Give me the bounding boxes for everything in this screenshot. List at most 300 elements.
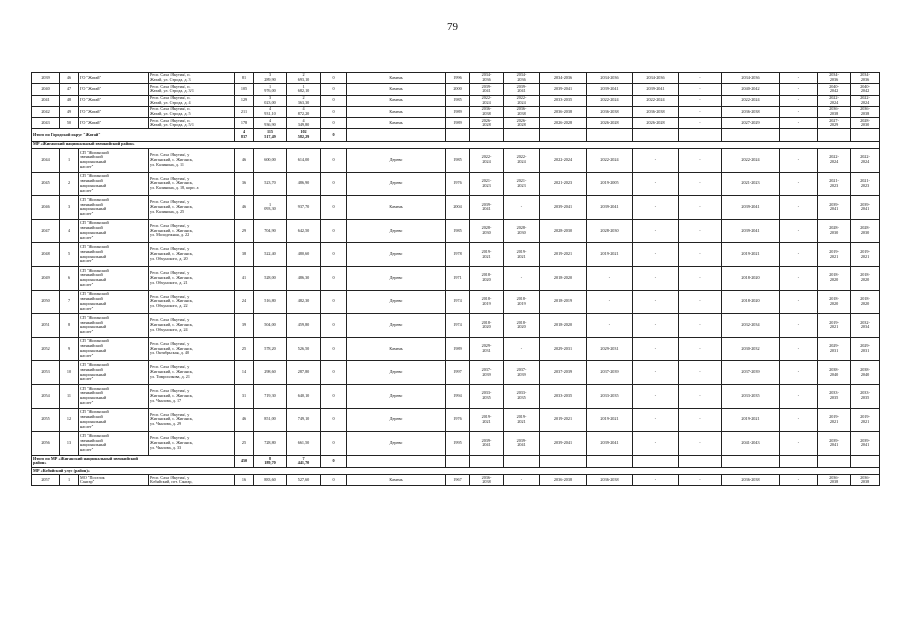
electric-period: 2021-2023 xyxy=(722,172,780,196)
table-row xyxy=(32,243,880,267)
address: Респ. Саха /Якутия/, у Жиганский, с. Жиганск, ул. Чкалова, д. 33 xyxy=(149,432,235,456)
table-row xyxy=(32,118,880,129)
gas-period: - xyxy=(679,243,722,267)
table-row xyxy=(32,384,880,408)
roof-period: 2037- 2039 xyxy=(470,361,504,385)
area: 36 xyxy=(235,172,254,196)
area: 46 xyxy=(235,408,254,432)
elevator-period: - xyxy=(780,290,818,314)
wall-material: Камень xyxy=(347,196,446,220)
foundation-period: 2034-2036 xyxy=(540,73,587,84)
ventilation-period: 2022- 2024 xyxy=(851,148,880,172)
wall-material: Камень xyxy=(347,106,446,117)
wall-material: Дерево xyxy=(347,266,446,290)
area: 38 xyxy=(235,243,254,267)
table-row xyxy=(32,219,880,243)
funds: 0 xyxy=(321,314,347,338)
elevator-period: - xyxy=(780,95,818,106)
electric-period: 2036-2038 xyxy=(722,475,780,486)
table-row xyxy=(32,148,880,172)
foundation-period: 2021-2023 xyxy=(540,172,587,196)
total-row xyxy=(32,455,880,467)
reg-number: 2051 xyxy=(32,314,60,338)
total-empty-cell xyxy=(587,129,633,141)
total-funds: 0 xyxy=(321,129,347,141)
sewage-period: 2028- 2030 xyxy=(818,219,851,243)
reg-number: 2046 xyxy=(32,196,60,220)
ventilation-period: 2033- 2035 xyxy=(851,384,880,408)
elevator-period: - xyxy=(780,337,818,361)
wall-material: Дерево xyxy=(347,384,446,408)
organization: СП "Жиганский эвенкийский национальный наслег" xyxy=(79,266,149,290)
organization: СП "Жиганский эвенкийский национальный наслег" xyxy=(79,384,149,408)
heating-period: 2034-2036 xyxy=(587,73,633,84)
organization: СП "Жиганский эвенкийский национальный наслег" xyxy=(79,219,149,243)
heating-period: 2039-2041 xyxy=(587,432,633,456)
total-empty-cell xyxy=(446,455,470,467)
facade-period: 2036- 2038 xyxy=(504,106,540,117)
wall-material: Дерево xyxy=(347,290,446,314)
total-label: Итого по МР «Жиганский национальный эвенкийский район» xyxy=(32,455,235,467)
wall-material: Дерево xyxy=(347,361,446,385)
elevator-period: - xyxy=(780,361,818,385)
reg-number: 2053 xyxy=(32,361,60,385)
sewage-period: 2019- 2021 xyxy=(818,408,851,432)
table-row xyxy=(32,73,880,84)
elevator-period: - xyxy=(780,196,818,220)
water-period: - xyxy=(633,361,679,385)
foundation-period: 2037-2039 xyxy=(540,361,587,385)
cost-total: 3 289,90 xyxy=(254,73,287,84)
funds: 0 xyxy=(321,361,347,385)
heating-period: 2039-2041 xyxy=(587,84,633,95)
heating-period: 2026-2028 xyxy=(587,118,633,129)
address: Респ. Саха /Якутия/, у Жиганский, с. Жиганск, ул. Объунского, д. 21 xyxy=(149,266,235,290)
organization: ГО "Жатай" xyxy=(79,73,149,84)
build-year: 1997 xyxy=(446,361,470,385)
foundation-period: 2019-2021 xyxy=(540,243,587,267)
water-period: - xyxy=(633,337,679,361)
cost-repair: 4 349,80 xyxy=(287,118,321,129)
electric-period: 2019-2021 xyxy=(722,408,780,432)
ventilation-period: 2029- 2031 xyxy=(851,337,880,361)
address: Респ. Саха /Якутия/, у Кобяйский, пгт. Сангар, xyxy=(149,475,235,486)
item-number: 9 xyxy=(60,337,79,361)
cost-total: 578,20 xyxy=(254,337,287,361)
item-number: 10 xyxy=(60,361,79,385)
reg-number: 2043 xyxy=(32,118,60,129)
foundation-period: 2039-2041 xyxy=(540,84,587,95)
water-period: - xyxy=(633,432,679,456)
wall-material: Дерево xyxy=(347,148,446,172)
reg-number: 2057 xyxy=(32,475,60,486)
sewage-period: 2022- 2024 xyxy=(818,148,851,172)
build-year: 1989 xyxy=(446,106,470,117)
cost-repair: 480,60 xyxy=(287,243,321,267)
heating-period: 2019-2005 xyxy=(587,172,633,196)
sewage-period: 2039- 2041 xyxy=(818,196,851,220)
cost-total: 4 931,10 xyxy=(254,106,287,117)
area: 24 xyxy=(235,290,254,314)
facade-period: - xyxy=(504,475,540,486)
foundation-period: 2036-2038 xyxy=(540,106,587,117)
table-row xyxy=(32,95,880,106)
sewage-period: 2021- 2023 xyxy=(818,172,851,196)
gas-period: - xyxy=(679,148,722,172)
funds: 0 xyxy=(321,475,347,486)
total-empty-cell xyxy=(722,129,780,141)
area: 105 xyxy=(235,84,254,95)
funds: 0 xyxy=(321,337,347,361)
cost-repair: 1 682,10 xyxy=(287,84,321,95)
ventilation-period: 2034- 2036 xyxy=(851,73,880,84)
item-number: 8 xyxy=(60,314,79,338)
elevator-period: - xyxy=(780,118,818,129)
foundation-period: 2036-2038 xyxy=(540,475,587,486)
area: 39 xyxy=(235,314,254,338)
funds: 0 xyxy=(321,106,347,117)
wall-material: Дерево xyxy=(347,219,446,243)
address: Респ. Саха /Якутия/, у Жиганский, с. Жиганск, ул. Объунского, д. 24 xyxy=(149,314,235,338)
address: Респ. Саха /Якутия/, у Жиганский, с. Жиганск, ул. Молодежная, д. 22 xyxy=(149,219,235,243)
total-empty-cell xyxy=(679,129,722,141)
address: Респ. Саха /Якутия/, п. Жатай, ул. Строда, д. 4 xyxy=(149,95,235,106)
item-number: 48 xyxy=(60,95,79,106)
cost-total: 883,60 xyxy=(254,475,287,486)
area: 31 xyxy=(235,384,254,408)
facade-period: - xyxy=(504,266,540,290)
organization: ГО "Жатай" xyxy=(79,95,149,106)
elevator-period: - xyxy=(780,219,818,243)
ventilation-period: 2018- 2020 xyxy=(851,266,880,290)
build-year: 1985 xyxy=(446,148,470,172)
item-number: 5 xyxy=(60,243,79,267)
roof-period: 2033- 2035 xyxy=(470,384,504,408)
gas-period: - xyxy=(679,106,722,117)
gas-period: - xyxy=(679,475,722,486)
facade-period: 2039- 2041 xyxy=(504,432,540,456)
total-label: Итого по Городской округ "Жатай" xyxy=(32,129,235,141)
address: Респ. Саха /Якутия/, п. Жатай, ул. Строда, д. 3 xyxy=(149,73,235,84)
table-row xyxy=(32,266,880,290)
sewage-period: 2038- 2040 xyxy=(818,361,851,385)
item-number: 12 xyxy=(60,408,79,432)
organization: СП "Жиганский эвенкийский национальный наслег" xyxy=(79,148,149,172)
water-period: - xyxy=(633,475,679,486)
foundation-period: 2018-2020 xyxy=(540,266,587,290)
address: Респ. Саха /Якутия/, у Жиганский, с. Жиганск, ул. Объунского, д. 20 xyxy=(149,243,235,267)
reg-number: 2048 xyxy=(32,243,60,267)
facade-period: 2022- 2024 xyxy=(504,148,540,172)
sewage-period: 2039- 2041 xyxy=(818,432,851,456)
water-period: 2036-2038 xyxy=(633,106,679,117)
funds: 0 xyxy=(321,243,347,267)
cost-total: 851,00 xyxy=(254,408,287,432)
table-row xyxy=(32,106,880,117)
electric-period: 2034-2036 xyxy=(722,73,780,84)
facade-period: 2018- 2019 xyxy=(504,290,540,314)
roof-period: 2018- 2019 xyxy=(470,290,504,314)
table-row xyxy=(32,172,880,196)
cost-repair: 482,30 xyxy=(287,290,321,314)
facade-period: 2022- 2024 xyxy=(504,95,540,106)
heating-period: 2036-2038 xyxy=(587,475,633,486)
electric-period: 2022-2024 xyxy=(722,148,780,172)
funds: 0 xyxy=(321,408,347,432)
total-empty-cell xyxy=(587,455,633,467)
electric-period: 2037-2039 xyxy=(722,361,780,385)
heating-period: 2029-2031 xyxy=(587,337,633,361)
total-empty-cell xyxy=(504,129,540,141)
sewage-period: 2040- 2042 xyxy=(818,84,851,95)
foundation-period: 2019-2021 xyxy=(540,408,587,432)
table-row xyxy=(32,337,880,361)
electric-period: 2018-2020 xyxy=(722,290,780,314)
roof-period: 2028- 2030 xyxy=(470,219,504,243)
elevator-period: - xyxy=(780,408,818,432)
organization: МО "Поселок Сангар" xyxy=(79,475,149,486)
cost-repair: 527,60 xyxy=(287,475,321,486)
electric-period: 2033-2035 xyxy=(722,384,780,408)
funds: 0 xyxy=(321,432,347,456)
water-period: - xyxy=(633,148,679,172)
sewage-period: 2034- 2036 xyxy=(818,73,851,84)
item-number: 46 xyxy=(60,73,79,84)
area: 46 xyxy=(235,196,254,220)
electric-period: 2027-2029 xyxy=(722,118,780,129)
facade-period: 2021- 2023 xyxy=(504,172,540,196)
total-area: 4 837 xyxy=(235,129,254,141)
reg-number: 2041 xyxy=(32,95,60,106)
item-number: 50 xyxy=(60,118,79,129)
address: Респ. Саха /Якутия/, у Жиганский, с. Жиганск, ул. Чкалова, д. 29 xyxy=(149,408,235,432)
ventilation-period: 2028- 2030 xyxy=(851,118,880,129)
funds: 0 xyxy=(321,196,347,220)
area: 41 xyxy=(235,266,254,290)
elevator-period: - xyxy=(780,148,818,172)
section-header-row xyxy=(32,467,880,474)
total-cost: 115 517,49 xyxy=(254,129,287,141)
area: 25 xyxy=(235,432,254,456)
roof-period: 2039- 2041 xyxy=(470,196,504,220)
organization: СП "Жиганский эвенкийский национальный наслег" xyxy=(79,172,149,196)
cost-repair: 526,50 xyxy=(287,337,321,361)
table-row xyxy=(32,408,880,432)
item-number: 1 xyxy=(60,148,79,172)
organization: СП "Жиганский эвенкийский национальный наслег" xyxy=(79,314,149,338)
area: 211 xyxy=(235,106,254,117)
water-period: - xyxy=(633,219,679,243)
facade-period: 2034- 2036 xyxy=(504,73,540,84)
water-period: - xyxy=(633,243,679,267)
gas-period: - xyxy=(679,361,722,385)
total-repair-cost: 7 441,70 xyxy=(287,455,321,467)
gas-period: - xyxy=(679,196,722,220)
build-year: 1974 xyxy=(446,314,470,338)
reg-number: 2049 xyxy=(32,266,60,290)
gas-period: - xyxy=(679,432,722,456)
facade-period: 2026- 2028 xyxy=(504,118,540,129)
cost-repair: 937,70 xyxy=(287,196,321,220)
cost-repair: 4 872,20 xyxy=(287,106,321,117)
area: 178 xyxy=(235,118,254,129)
total-area: 450 xyxy=(235,455,254,467)
facade-period: 2019- 2021 xyxy=(504,243,540,267)
organization: СП "Жиганский эвенкийский национальный наслег" xyxy=(79,243,149,267)
total-empty-cell xyxy=(446,129,470,141)
registry-body xyxy=(32,73,880,486)
cost-total: 728,80 xyxy=(254,432,287,456)
build-year: 2004 xyxy=(446,196,470,220)
roof-period: 2036- 2038 xyxy=(470,106,504,117)
gas-period: - xyxy=(679,314,722,338)
elevator-period: - xyxy=(780,243,818,267)
table-row xyxy=(32,361,880,385)
roof-period: 2019- 2021 xyxy=(470,408,504,432)
roof-period: 2036- 2038 xyxy=(470,475,504,486)
heating-period: - xyxy=(587,314,633,338)
build-year: 2000 xyxy=(446,84,470,95)
electric-period: 2022-2024 xyxy=(722,95,780,106)
address: Респ. Саха /Якутия/, у Жиганский, с. Жиганск, ул. Чкалова, д. 17 xyxy=(149,384,235,408)
sewage-period: 2029- 2031 xyxy=(818,337,851,361)
heating-period: 2022-2024 xyxy=(587,148,633,172)
gas-period: - xyxy=(679,408,722,432)
wall-material: Камень xyxy=(347,84,446,95)
funds: 0 xyxy=(321,219,347,243)
cost-total: 719,30 xyxy=(254,384,287,408)
build-year: 1967 xyxy=(446,475,470,486)
funds: 0 xyxy=(321,148,347,172)
wall-material: Дерево xyxy=(347,432,446,456)
wall-material: Дерево xyxy=(347,408,446,432)
organization: СП "Жиганский эвенкийский национальный наслег" xyxy=(79,337,149,361)
total-repair-cost: 102 582,29 xyxy=(287,129,321,141)
funds: 0 xyxy=(321,266,347,290)
address: Респ. Саха /Якутия/, у Жиганский, с. Жиганск, ул. Объунского, д. 22 xyxy=(149,290,235,314)
electric-period: 2039-2041 xyxy=(722,219,780,243)
total-empty-cell xyxy=(851,455,880,467)
heating-period: - xyxy=(587,290,633,314)
address: Респ. Саха /Якутия/, у Жиганский, с. Жиганск, ул. Октябрьская, д. 40 xyxy=(149,337,235,361)
gas-period: - xyxy=(679,266,722,290)
organization: ГО "Жатай" xyxy=(79,84,149,95)
facade-period: - xyxy=(504,196,540,220)
item-number: 1 xyxy=(60,475,79,486)
address: Респ. Саха /Якутия/, п. Жатай, ул. Строда, д. 5 xyxy=(149,106,235,117)
reg-number: 2047 xyxy=(32,219,60,243)
roof-period: 2029- 2031 xyxy=(470,337,504,361)
registry-table xyxy=(31,72,880,486)
reg-number: 2055 xyxy=(32,408,60,432)
heating-period: 2019-2021 xyxy=(587,243,633,267)
gas-period: - xyxy=(679,84,722,95)
ventilation-period: 2039- 2041 xyxy=(851,196,880,220)
water-period: - xyxy=(633,266,679,290)
roof-period: 2022- 2024 xyxy=(470,148,504,172)
ventilation-period: 2028- 2030 xyxy=(851,219,880,243)
roof-period: 2022- 2024 xyxy=(470,95,504,106)
foundation-period: 2033-2035 xyxy=(540,384,587,408)
sewage-period: 2018- 2020 xyxy=(818,266,851,290)
cost-repair: 459,80 xyxy=(287,314,321,338)
gas-period: - xyxy=(679,172,722,196)
heating-period: - xyxy=(587,266,633,290)
cost-total: 4 936,90 xyxy=(254,118,287,129)
table-row xyxy=(32,290,880,314)
facade-period: 2028- 2030 xyxy=(504,219,540,243)
elevator-period: - xyxy=(780,432,818,456)
build-year: 1978 xyxy=(446,243,470,267)
wall-material: Камень xyxy=(347,337,446,361)
address: Респ. Саха /Якутия/, у Жиганский, с. Жиганск, ул. Тимрсилкова, д. 21 xyxy=(149,361,235,385)
reg-number: 2042 xyxy=(32,106,60,117)
cost-total: 3 023,00 xyxy=(254,95,287,106)
item-number: 49 xyxy=(60,106,79,117)
water-period: - xyxy=(633,314,679,338)
electric-period: 2041-2043 xyxy=(722,432,780,456)
gas-period: - xyxy=(679,219,722,243)
electric-period: 2018-2020 xyxy=(722,266,780,290)
ventilation-period: 2036- 2038 xyxy=(851,106,880,117)
reg-number: 2050 xyxy=(32,290,60,314)
area: 16 xyxy=(235,475,254,486)
roof-period: 2039- 2041 xyxy=(470,432,504,456)
area: 25 xyxy=(235,337,254,361)
gas-period: - xyxy=(679,337,722,361)
total-empty-cell xyxy=(347,129,446,141)
area: 14 xyxy=(235,361,254,385)
electric-period: 2032-2034 xyxy=(722,314,780,338)
address: Респ. Саха /Якутия/, у Жиганский, с. Жиганск, ул. Калинина, д. 25 xyxy=(149,196,235,220)
water-period: - xyxy=(633,384,679,408)
cost-repair: 2 363,30 xyxy=(287,95,321,106)
elevator-period: - xyxy=(780,172,818,196)
foundation-period: 2039-2041 xyxy=(540,196,587,220)
cost-repair: 749,10 xyxy=(287,408,321,432)
organization: СП "Жиганский эвенкийский национальный наслег" xyxy=(79,361,149,385)
heating-period: 2028-2030 xyxy=(587,219,633,243)
cost-total: 522,40 xyxy=(254,243,287,267)
funds: 0 xyxy=(321,73,347,84)
total-cost: 8 189,70 xyxy=(254,455,287,467)
build-year: 1976 xyxy=(446,172,470,196)
cost-repair: 287,80 xyxy=(287,361,321,385)
sewage-period: 2019- 2021 xyxy=(818,243,851,267)
cost-total: 504,00 xyxy=(254,314,287,338)
facade-period: 2019- 2021 xyxy=(504,408,540,432)
total-empty-cell xyxy=(818,455,851,467)
area: 81 xyxy=(235,73,254,84)
elevator-period: - xyxy=(780,475,818,486)
cost-total: 298,60 xyxy=(254,361,287,385)
sewage-period: 2022- 2024 xyxy=(818,95,851,106)
item-number: 6 xyxy=(60,266,79,290)
funds: 0 xyxy=(321,118,347,129)
cost-total: 516,80 xyxy=(254,290,287,314)
elevator-period: - xyxy=(780,384,818,408)
reg-number: 2044 xyxy=(32,148,60,172)
item-number: 7 xyxy=(60,290,79,314)
organization: СП "Жиганский эвенкийский национальный наслег" xyxy=(79,432,149,456)
cost-total: 528,00 xyxy=(254,266,287,290)
build-year: 1994 xyxy=(446,384,470,408)
ventilation-period: 2038- 2040 xyxy=(851,361,880,385)
table-row xyxy=(32,314,880,338)
foundation-period: 2026-2028 xyxy=(540,118,587,129)
electric-period: 2019-2021 xyxy=(722,243,780,267)
wall-material: Камень xyxy=(347,95,446,106)
